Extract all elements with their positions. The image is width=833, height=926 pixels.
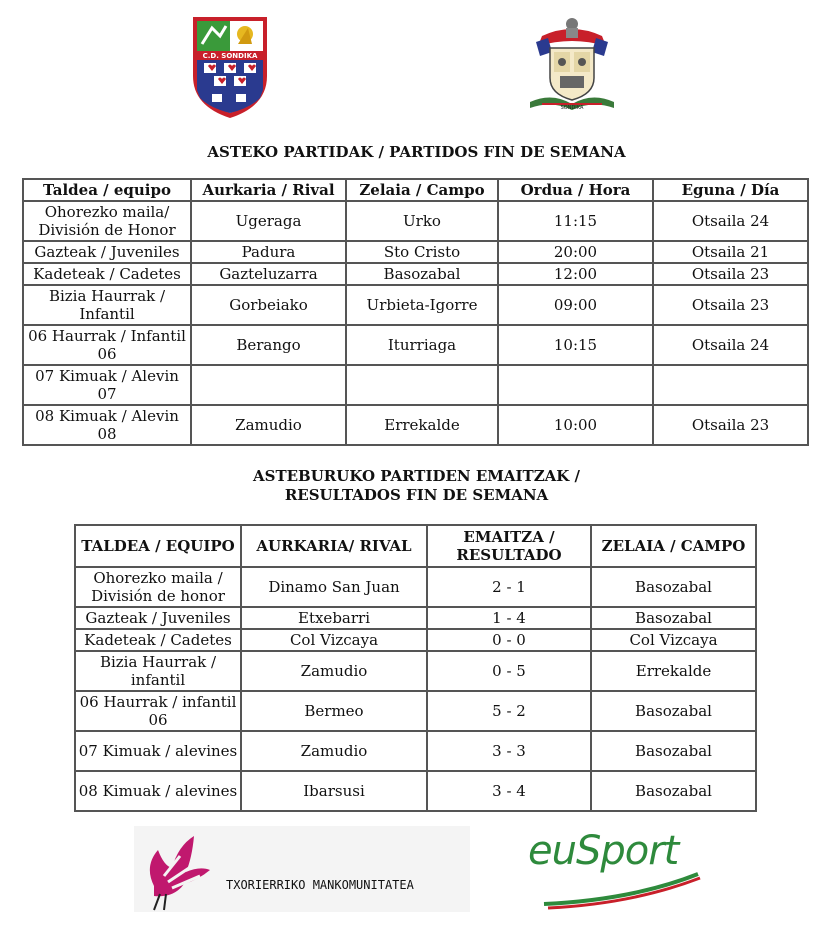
team-cell: 07 Kimuak / Alevin 07 — [23, 365, 191, 405]
table-row — [23, 325, 808, 365]
table-row — [75, 771, 756, 811]
schedule-table — [22, 178, 809, 446]
team-cell: 08 Kimuak / Alevin 08 — [23, 405, 191, 445]
team-cell: Kadeteak / Cadetes — [75, 629, 241, 651]
rival-cell: Ugeraga — [191, 201, 346, 241]
rival-cell: Gorbeiako — [191, 285, 346, 325]
table-row — [23, 285, 808, 325]
time-cell: 11:15 — [498, 201, 653, 241]
table-row — [75, 691, 756, 731]
rival-cell: Col Vizcaya — [241, 629, 427, 651]
field-cell: Urko — [346, 201, 498, 241]
field-cell: Basozabal — [591, 731, 756, 771]
rival-cell: Zamudio — [191, 405, 346, 445]
field-cell: Errekalde — [346, 405, 498, 445]
team-cell: Gazteak / Juveniles — [75, 607, 241, 629]
day-cell: Otsaila 23 — [653, 263, 808, 285]
team-cell: Ohorezko maila / División de honor — [75, 567, 241, 607]
results-header-rival: AURKARIA/ RIVAL — [241, 525, 427, 567]
rival-cell: Dinamo San Juan — [241, 567, 427, 607]
day-cell — [653, 365, 808, 405]
result-cell: 1 - 4 — [427, 607, 591, 629]
club-shield-logo — [190, 14, 270, 120]
table-row — [75, 567, 756, 607]
day-cell: Otsaila 23 — [653, 285, 808, 325]
field-cell: Errekalde — [591, 651, 756, 691]
rival-cell: Gazteluzarra — [191, 263, 346, 285]
table-row — [23, 365, 808, 405]
team-cell: Bizia Haurrak / Infantil — [23, 285, 191, 325]
mancomunidad-logo — [134, 826, 470, 912]
town-coat-of-arms-logo — [522, 14, 622, 112]
schedule-header-time: Ordua / Hora — [498, 179, 653, 201]
time-cell: 10:15 — [498, 325, 653, 365]
field-cell: Col Vizcaya — [591, 629, 756, 651]
team-cell: 06 Haurrak / infantil 06 — [75, 691, 241, 731]
day-cell: Otsaila 23 — [653, 405, 808, 445]
team-cell: 07 Kimuak / alevines — [75, 731, 241, 771]
rival-cell: Ibarsusi — [241, 771, 427, 811]
field-cell — [346, 365, 498, 405]
schedule-header-field: Zelaia / Campo — [346, 179, 498, 201]
mancomunidad-name: TXORIERRIKO MANKOMUNITATEA — [226, 878, 414, 892]
time-cell: 09:00 — [498, 285, 653, 325]
bird-icon — [134, 826, 220, 912]
rival-cell: Padura — [191, 241, 346, 263]
team-cell: 06 Haurrak / Infantil 06 — [23, 325, 191, 365]
team-cell: Gazteak / Juveniles — [23, 241, 191, 263]
schedule-header-rival: Aurkaria / Rival — [191, 179, 346, 201]
team-cell: 08 Kimuak / alevines — [75, 771, 241, 811]
field-cell: Basozabal — [591, 567, 756, 607]
table-row — [75, 629, 756, 651]
table-row — [75, 731, 756, 771]
rival-cell: Etxebarri — [241, 607, 427, 629]
time-cell: 10:00 — [498, 405, 653, 445]
field-cell: Basozabal — [591, 771, 756, 811]
table-row — [23, 201, 808, 241]
club-banner-text: C.D. SONDIKA — [202, 52, 258, 60]
rival-cell — [191, 365, 346, 405]
table-row — [75, 651, 756, 691]
table-row — [75, 607, 756, 629]
results-title-line1: ASTEBURUKO PARTIDEN EMAITZAK / — [252, 467, 581, 485]
results-title-line2: RESULTADOS FIN DE SEMANA — [284, 486, 549, 504]
time-cell — [498, 365, 653, 405]
result-cell: 2 - 1 — [427, 567, 591, 607]
swoosh-icon — [522, 870, 706, 910]
field-cell: Urbieta-Igorre — [346, 285, 498, 325]
schedule-title: ASTEKO PARTIDAK / PARTIDOS FIN DE SEMANA — [207, 143, 626, 161]
field-cell: Sto Cristo — [346, 241, 498, 263]
team-cell: Ohorezko maila/ División de Honor — [23, 201, 191, 241]
team-cell: Bizia Haurrak / infantil — [75, 651, 241, 691]
town-banner-text: SONDIKA — [560, 105, 584, 111]
result-cell: 0 - 0 — [427, 629, 591, 651]
sponsor-name: euSport — [528, 828, 679, 874]
day-cell: Otsaila 24 — [653, 201, 808, 241]
results-table — [74, 524, 757, 812]
field-cell: Iturriaga — [346, 325, 498, 365]
field-cell: Basozabal — [346, 263, 498, 285]
table-row — [23, 241, 808, 263]
rival-cell: Berango — [191, 325, 346, 365]
schedule-header-team: Taldea / equipo — [23, 179, 191, 201]
results-header-result: EMAITZA / RESULTADO — [427, 525, 591, 567]
rival-cell: Zamudio — [241, 651, 427, 691]
field-cell: Basozabal — [591, 607, 756, 629]
team-cell: Kadeteak / Cadetes — [23, 263, 191, 285]
time-cell: 20:00 — [498, 241, 653, 263]
field-cell: Basozabal — [591, 691, 756, 731]
table-row — [23, 263, 808, 285]
results-header-field: ZELAIA / CAMPO — [591, 525, 756, 567]
result-cell: 3 - 3 — [427, 731, 591, 771]
rival-cell: Zamudio — [241, 731, 427, 771]
eusport-sponsor-logo — [522, 820, 706, 912]
result-cell: 0 - 5 — [427, 651, 591, 691]
schedule-header-day: Eguna / Día — [653, 179, 808, 201]
result-cell: 5 - 2 — [427, 691, 591, 731]
table-row — [23, 405, 808, 445]
results-header-team: TALDEA / EQUIPO — [75, 525, 241, 567]
day-cell: Otsaila 24 — [653, 325, 808, 365]
time-cell: 12:00 — [498, 263, 653, 285]
result-cell: 3 - 4 — [427, 771, 591, 811]
day-cell: Otsaila 21 — [653, 241, 808, 263]
rival-cell: Bermeo — [241, 691, 427, 731]
